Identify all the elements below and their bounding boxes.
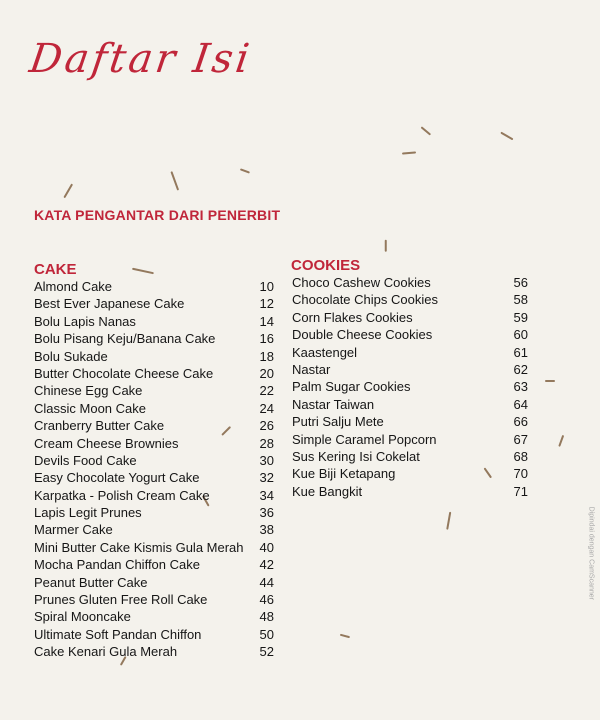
entry-page-number: 36 bbox=[259, 505, 274, 521]
entry-page-number: 38 bbox=[259, 522, 274, 538]
entry-title: Chocolate Chips Cookies bbox=[292, 292, 438, 308]
paper-fleck bbox=[421, 126, 431, 135]
entry-title: Nastar bbox=[292, 361, 331, 377]
entry-title: Cake Kenari Gula Merah bbox=[34, 644, 178, 660]
cake-toc-entry bbox=[34, 609, 284, 626]
entry-title: Best Ever Japanese Cake bbox=[34, 296, 185, 312]
entry-title: Almond Cake bbox=[34, 279, 113, 294]
entry-page-number: 58 bbox=[513, 292, 528, 308]
entry-title: Nastar Taiwan bbox=[292, 396, 375, 412]
entry-page-number: 70 bbox=[513, 466, 528, 482]
cake-toc-entry bbox=[34, 401, 284, 418]
entry-title: Mocha Pandan Chiffon Cake bbox=[34, 557, 200, 573]
cake-toc-entry bbox=[34, 592, 284, 609]
entry-title: Bolu Sukade bbox=[34, 348, 108, 364]
entry-title: Bolu Lapis Nanas bbox=[34, 313, 136, 329]
entry-page-number: 14 bbox=[259, 313, 274, 329]
cake-list bbox=[34, 279, 284, 662]
cake-toc-entry bbox=[34, 557, 284, 574]
entry-page-number: 24 bbox=[259, 400, 274, 416]
entry-page-number: 56 bbox=[513, 275, 528, 290]
entry-page-number: 59 bbox=[513, 309, 528, 325]
entry-title: Choco Cashew Cookies bbox=[292, 275, 431, 290]
entry-title: Kue Bangkit bbox=[292, 483, 363, 499]
entry-page-number: 34 bbox=[259, 487, 274, 503]
cookies-section-heading: COOKIES bbox=[291, 257, 361, 274]
entry-page-number: 26 bbox=[259, 418, 274, 434]
paper-fleck bbox=[340, 634, 350, 638]
entry-title: Double Cheese Cookies bbox=[292, 327, 433, 343]
paper-fleck bbox=[240, 168, 250, 173]
entry-title: Prunes Gluten Free Roll Cake bbox=[34, 592, 208, 608]
entry-page-number: 42 bbox=[259, 557, 274, 573]
cake-toc-entry bbox=[34, 436, 284, 453]
entry-page-number: 46 bbox=[259, 592, 274, 608]
cake-toc-entry bbox=[34, 349, 284, 366]
paper-fleck bbox=[558, 435, 564, 447]
cake-toc-entry bbox=[34, 453, 284, 470]
entry-title: Karpatka - Polish Cream Cake bbox=[34, 487, 210, 503]
entry-page-number: 64 bbox=[513, 396, 528, 412]
cake-toc-entry bbox=[34, 488, 284, 505]
entry-title: Corn Flakes Cookies bbox=[292, 309, 413, 325]
entry-title: Bolu Pisang Keju/Banana Cake bbox=[34, 331, 216, 347]
cookies-toc-entry bbox=[292, 466, 542, 483]
entry-page-number: 52 bbox=[259, 644, 274, 660]
scanner-watermark: Dipindai dengan CamScanner bbox=[587, 506, 594, 600]
entry-page-number: 67 bbox=[513, 431, 528, 447]
paper-fleck bbox=[501, 132, 514, 140]
paper-fleck bbox=[545, 380, 555, 382]
cake-toc-entry bbox=[34, 470, 284, 487]
foreword-heading: KATA PENGANTAR DARI PENERBIT bbox=[34, 207, 281, 223]
entry-page-number: 68 bbox=[513, 448, 528, 464]
entry-title: Cream Cheese Brownies bbox=[34, 435, 179, 451]
cake-toc-entry bbox=[34, 418, 284, 435]
entry-title: Sus Kering Isi Cokelat bbox=[292, 448, 420, 464]
paper-fleck bbox=[385, 240, 387, 252]
entry-title: Putri Salju Mete bbox=[292, 414, 384, 430]
cookies-toc-entry bbox=[292, 379, 542, 396]
entry-title: Butter Chocolate Cheese Cake bbox=[34, 365, 214, 381]
cake-section-heading: CAKE bbox=[34, 261, 77, 278]
entry-page-number: 63 bbox=[513, 379, 528, 395]
entry-page-number: 60 bbox=[513, 327, 528, 343]
cookies-toc-entry bbox=[292, 484, 542, 501]
cake-toc-entry bbox=[34, 540, 284, 557]
entry-page-number: 48 bbox=[259, 609, 274, 625]
cake-toc-entry bbox=[34, 505, 284, 522]
page-title: Daftar Isi bbox=[26, 36, 255, 82]
paper-fleck bbox=[402, 151, 416, 154]
cookies-toc-entry bbox=[292, 292, 542, 309]
paper-fleck bbox=[447, 512, 452, 530]
cake-toc-entry bbox=[34, 279, 284, 296]
entry-title: Cranberry Butter Cake bbox=[34, 418, 165, 434]
cookies-toc-entry bbox=[292, 432, 542, 449]
entry-title: Lapis Legit Prunes bbox=[34, 505, 142, 521]
cake-toc-entry bbox=[34, 627, 284, 644]
cookies-toc-entry bbox=[292, 327, 542, 344]
paper-fleck bbox=[132, 268, 154, 274]
entry-title: Chinese Egg Cake bbox=[34, 383, 143, 399]
entry-page-number: 71 bbox=[513, 483, 528, 499]
entry-title: Easy Chocolate Yogurt Cake bbox=[34, 470, 200, 486]
cookies-toc-entry bbox=[292, 414, 542, 431]
entry-page-number: 66 bbox=[513, 414, 528, 430]
entry-page-number: 18 bbox=[259, 348, 274, 364]
entry-page-number: 50 bbox=[259, 626, 274, 642]
cookies-toc-entry bbox=[292, 310, 542, 327]
entry-page-number: 40 bbox=[259, 539, 274, 555]
entry-page-number: 44 bbox=[259, 574, 274, 590]
cake-toc-entry bbox=[34, 331, 284, 348]
entry-title: Ultimate Soft Pandan Chiffon bbox=[34, 626, 202, 642]
entry-title: Peanut Butter Cake bbox=[34, 574, 148, 590]
entry-title: Devils Food Cake bbox=[34, 452, 137, 468]
cake-toc-entry bbox=[34, 383, 284, 400]
paper-fleck bbox=[171, 171, 179, 190]
paper-fleck bbox=[63, 183, 72, 198]
cake-toc-entry bbox=[34, 644, 284, 661]
entry-title: Kue Biji Ketapang bbox=[292, 466, 396, 482]
entry-page-number: 12 bbox=[259, 296, 274, 312]
cake-toc-entry bbox=[34, 366, 284, 383]
cookies-toc-entry bbox=[292, 345, 542, 362]
entry-page-number: 22 bbox=[259, 383, 274, 399]
entry-title: Kaastengel bbox=[292, 344, 358, 360]
entry-title: Simple Caramel Popcorn bbox=[292, 431, 437, 447]
cake-toc-entry bbox=[34, 296, 284, 313]
cake-toc-entry bbox=[34, 575, 284, 592]
entry-page-number: 20 bbox=[259, 365, 274, 381]
entry-page-number: 61 bbox=[513, 344, 528, 360]
entry-page-number: 30 bbox=[259, 452, 274, 468]
entry-title: Palm Sugar Cookies bbox=[292, 379, 411, 395]
entry-title: Marmer Cake bbox=[34, 522, 113, 538]
entry-page-number: 62 bbox=[513, 361, 528, 377]
entry-title: Spiral Mooncake bbox=[34, 609, 131, 625]
cake-toc-entry bbox=[34, 314, 284, 331]
entry-page-number: 16 bbox=[259, 331, 274, 347]
cake-toc-entry bbox=[34, 522, 284, 539]
cookies-list bbox=[292, 275, 542, 501]
entry-title: Mini Butter Cake Kismis Gula Merah bbox=[34, 539, 244, 555]
entry-title: Classic Moon Cake bbox=[34, 400, 146, 416]
cookies-toc-entry bbox=[292, 275, 542, 292]
entry-page-number: 28 bbox=[259, 435, 274, 451]
entry-page-number: 10 bbox=[259, 279, 274, 294]
cookies-toc-entry bbox=[292, 362, 542, 379]
cookies-toc-entry bbox=[292, 397, 542, 414]
cookies-toc-entry bbox=[292, 449, 542, 466]
entry-page-number: 32 bbox=[259, 470, 274, 486]
